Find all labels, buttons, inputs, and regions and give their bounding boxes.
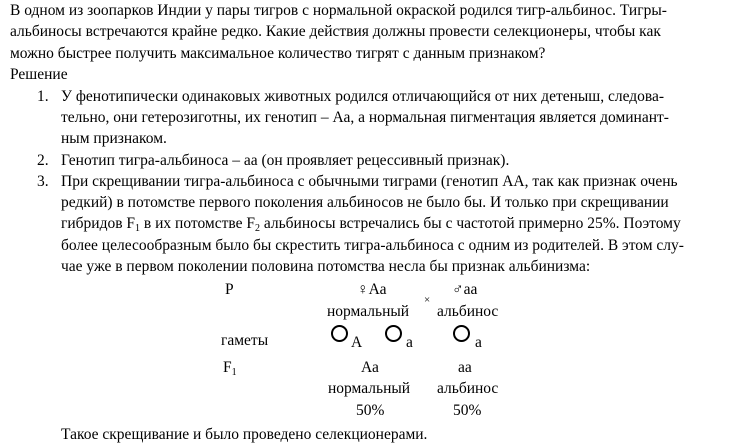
gamete-circle-3 (453, 325, 470, 342)
gamete-circle-1 (331, 325, 348, 342)
item-2-line-1: Генотип тигра-альбиноса – аа (он проявляет рецессивный признак). (61, 152, 510, 169)
scheme-male-phenotype: альбинос (437, 303, 499, 320)
item-3-line-1: При скрещивании тигра-альбиноса с обычными тиграми (генотип АА, так как признак очень (61, 173, 678, 190)
scheme-p-label: P (225, 281, 234, 298)
scheme-gamete-3: а (475, 334, 482, 351)
scheme-offspring-1-genotype: Аа (361, 359, 379, 376)
scheme-f1-label: $F_1$ (223, 359, 237, 378)
scheme-male-genotype: ♂аа (452, 281, 478, 298)
item-3-line-3: гибридов $F_1$ в их потомстве $F_2$ альбиносы встречались бы с частотой примерно 25%. Поэтому (61, 215, 681, 234)
item-3-line-4: более целесообразным было бы скрестить тигра-альбиноса с одним из родителей. В этом слу- (61, 237, 684, 254)
scheme-offspring-1-percent: 50% (356, 402, 385, 419)
task-line-3: можно быстрее получить максимальное количество тигрят с данным признаком? (10, 45, 546, 62)
scheme-female-genotype: ♀Аа (357, 281, 387, 298)
item-1-line-1: У фенотипически одинаковых животных родился отличающийся от них детеныш, следова- (61, 88, 665, 105)
scheme-gametes-label: гаметы (221, 332, 269, 349)
scheme-gamete-2: а (406, 334, 413, 351)
task-line-1: В одном из зоопарков Индии у пары тигров с нормальной окраской родился тигр-альбинос. Тигры- (10, 2, 667, 19)
item-3-line-5: чае уже в первом поколении половина потомства несла бы признак альбинизма: (61, 258, 591, 275)
item-number-2: 2. (37, 152, 49, 169)
task-line-2: альбиносы встречаются крайне редко. Какие действия должны провести селекционеры, чтобы как (10, 23, 661, 40)
item-1-line-3: ным признаком. (61, 130, 167, 147)
scheme-cross-symbol: × (424, 294, 431, 306)
scheme-offspring-1-phenotype: нормальный (328, 380, 411, 397)
scheme-offspring-2-phenotype: альбинос (437, 380, 499, 397)
scheme-female-phenotype: нормальный (327, 303, 410, 320)
conclusion-text: Такое скрещивание и было проведено селекционерами. (61, 426, 428, 443)
solution-heading: Решение (10, 66, 68, 83)
gamete-circle-2 (385, 325, 402, 342)
item-number-1: 1. (37, 88, 49, 105)
item-3-line-2: редкий) в потомстве первого поколения альбиносов не было бы. И только при скрещивании (61, 194, 669, 211)
item-1-line-2: тельно, они гетерозиготны, их генотип – Аа, а нормальная пигментация является доминант- (61, 109, 669, 126)
scheme-offspring-2-genotype: аа (458, 359, 472, 376)
scheme-gamete-1: А (351, 334, 363, 351)
item-number-3: 3. (37, 173, 49, 190)
scheme-offspring-2-percent: 50% (453, 402, 482, 419)
